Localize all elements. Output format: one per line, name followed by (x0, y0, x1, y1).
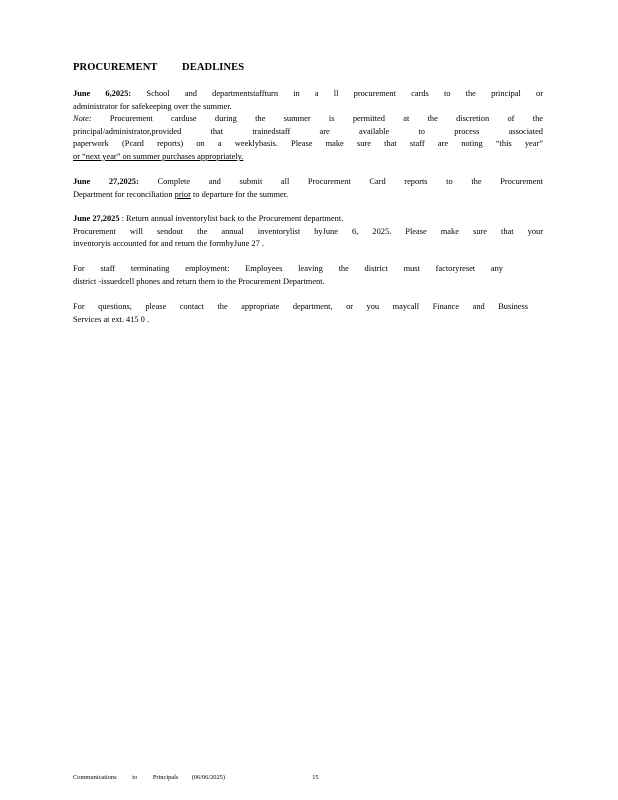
staff-terminating-line-2: district -issuedcell phones and return them to the Procurement Department. (73, 276, 325, 286)
june-6-date: June 6,2025: (73, 89, 132, 98)
june-27-inventory-line-3: inventoryis accounted for and return the formbyJune 27 . (73, 239, 264, 249)
june-27-reports-section (73, 176, 543, 201)
june-6-line-6 (73, 151, 543, 164)
june-27-reports-date: June 27,2025: (73, 177, 139, 186)
staff-terminating-line-1: For staff terminating employment: Employees leaving the district must factoryreset any (73, 264, 503, 273)
footer-page-number: 15 (312, 774, 319, 781)
june-27-inventory-section (73, 213, 543, 251)
june-6-text-3: Procurement carduse during the summer is permitted at the discretion of the (109, 114, 543, 124)
june-6-line-5: paperwork (Pcard reports) on a weeklybasis. Please make sure that staff are noting “this year” (73, 139, 543, 149)
june-27-inventory-date: June 27,2025 (73, 214, 120, 223)
questions-line-2: Services at ext. 415 0 . (73, 314, 150, 324)
footer-label: Communications to Principals (73, 774, 179, 781)
june-6-section (73, 88, 543, 164)
questions-section (73, 301, 543, 326)
june-27-inventory-line-2: Procurement will sendout the annual inventorylist byJune 6, 2025. Please make sure that your (73, 226, 543, 236)
june-6-text-6: or “next year” on summer purchases appropriately. (73, 151, 244, 161)
june-27-reports-line-1 (73, 176, 543, 189)
june-6-line-1 (73, 88, 543, 101)
questions-line-1: For questions, please contact the appropriate department, or you maycall Finance and Business (73, 302, 528, 311)
june-6-line-2: administrator for safekeeping over the summer. (73, 101, 232, 111)
june-27-inventory-line-1 (73, 213, 543, 226)
june-27-reports-line-2 (73, 189, 543, 202)
june-27-reports-text-2a: Department for reconciliation (73, 189, 173, 199)
note-label: Note: (73, 114, 92, 124)
staff-terminating-section (73, 263, 543, 288)
june-27-reports-text-2b: to departure for the summer. (193, 189, 289, 199)
june-27-inventory-text-1: : Return annual inventorylist back to the Procurement department. (121, 214, 344, 223)
june-6-text-1: School and departmentstaffturn in a ll procurement cards to the principal or (146, 89, 544, 98)
footer-date: (06/06/2025) (191, 774, 225, 781)
page-title: PROCUREMENT DEADLINES (73, 62, 245, 73)
june-6-line-3 (73, 113, 543, 126)
june-27-reports-text-1: Complete and submit all Procurement Card reports to the Procurement (157, 177, 544, 186)
prior-underlined: prior (174, 189, 191, 199)
june-6-line-4: principal/administrator,provided that trainedstaff are available to process associated (73, 126, 543, 136)
page-footer (73, 774, 319, 781)
